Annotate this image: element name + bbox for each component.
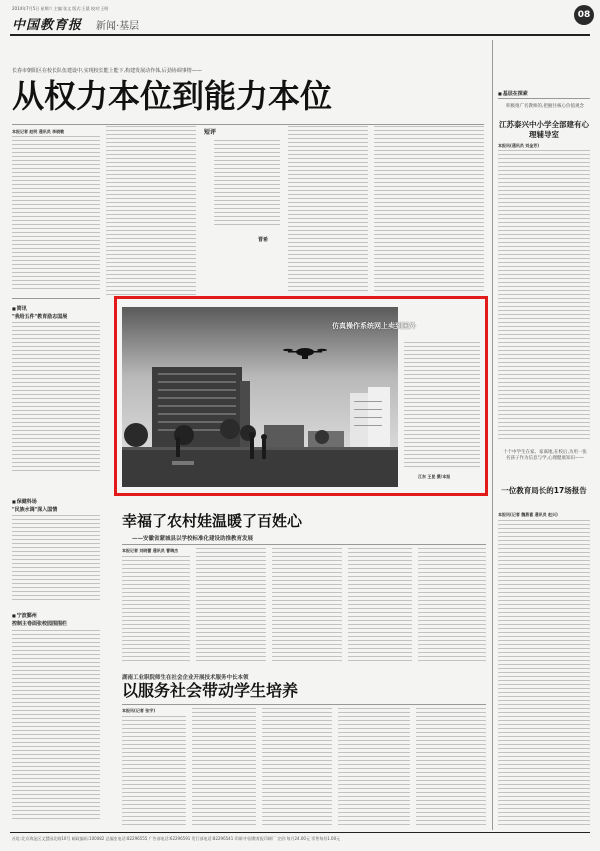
right-quote-box [502,450,588,462]
footer-rule [10,832,590,833]
right-headline-box [498,120,590,140]
commentary-title: 短评 [204,129,217,136]
left-brief-rule [12,298,100,299]
photo-story-text [404,342,480,470]
right-headline2-box [498,486,590,496]
story3-kicker: 湖南工业职院师生在社会企业开展技术服务中长本领 [122,675,249,681]
photo-caption-title: 仿真操作系统网上卖到国外 [332,322,416,330]
story3-byline: 本报讯(记者 张宇) [122,708,156,713]
footer-info: 社址:北京海淀区文慧园北路10号 邮政编码:100082 总编室电话:82296555 广告部电话:62296591 发行部电话:82296541 印刷:中国教育报印刷厂 定价:每月24.00元 零售每份1.00元 [12,836,341,841]
right-section-label: ■ 基层在探索 [498,90,528,97]
brief3-sub: 控制主卷面张校园围围栏 [12,621,68,627]
commentary-box [200,124,284,274]
lead-kicker: 长春市朝阳区在校长队伍建设中,实现校长能上能下,构建发展动作体,后劲协调事情—— [12,68,202,74]
right-quote: 十个中学生在家、家离地,在校后,为用一张名孩子作为信息与学,心理健康知识—— [503,450,587,461]
right-body-2 [498,520,590,826]
brief3-text [12,630,100,822]
section-title: 新闻·基层 [96,21,140,32]
brief1-text [12,322,100,472]
right-section-rule [498,98,590,99]
right-byline: 本报讯(通讯员 刘金芳) [498,143,540,148]
right-byline2: 本报讯(记者 魏燕喜 通讯员 赵兴) [498,512,558,517]
right-headline: 江苏泰兴中小学全部建有心理辅导室 [499,120,589,139]
story3-col4 [338,708,410,828]
lead-byline: 本报记者 赵明 通讯员 李晓敏 [12,129,65,134]
masthead-title: 中国教育报 [12,18,83,33]
commentary-text [214,140,280,228]
lead-body-col3 [288,126,368,292]
brief1-title: ■ 简讯 [12,305,27,312]
news-photo [122,307,416,487]
story2-col4 [348,548,412,664]
story3-col5 [416,708,486,828]
right-intro [502,104,588,110]
right-body-1 [498,150,590,440]
story2-col3 [272,548,342,664]
right-column-divider [492,40,493,830]
brief2-sub: "民族水调"深入国情 [12,507,58,513]
lead-body-col4 [374,126,484,292]
story3-headline: 以服务社会带动学生培养 [122,681,299,700]
story3-rule [122,704,486,705]
header-rule [10,34,590,36]
commentary-author: 晋希 [257,237,268,243]
story2-byline: 本报记者 刘晓蕾 通讯员 曹瑞杰 [122,548,179,553]
brief2-title: ■ 保健科场 [12,498,37,505]
brief2-text [12,515,100,603]
brief1-sub: "我给五件"教育励志国展 [12,314,68,320]
lead-body-col1 [12,136,100,292]
story3-col3 [262,708,332,828]
story2-rule [122,544,486,545]
dateline: 2014年7月5日 星期六 主编:张文 版式:王晨 校对:王明 [12,6,109,11]
photo-credit: 江东 王昆 摄/本报 [418,474,451,479]
story2-col1 [122,556,190,664]
story2-subhead: ——安徽省蒙城县以学校标准化建设助推教育发展 [132,536,254,542]
page-number: 08 [577,10,591,20]
photo-illustration [122,307,398,487]
story3-col2 [192,708,256,828]
masthead-logo [12,14,96,33]
lead-headline: 从权力本位到能力本位 [12,77,333,115]
right-headline2: 一位教育局长的17场报告 [501,486,587,495]
right-intro-text: 积极推广名教师的,把握住核心价值观念 [506,104,584,109]
story2-col2 [196,548,266,664]
story3-col1 [122,716,186,828]
lead-body-col2 [106,126,196,296]
page-number-badge [574,5,594,25]
story2-headline: 幸福了农村娃温暖了百姓心 [122,512,303,530]
brief3-title: ■ 宁波鄞州 [12,612,37,619]
story2-col5 [418,548,486,664]
